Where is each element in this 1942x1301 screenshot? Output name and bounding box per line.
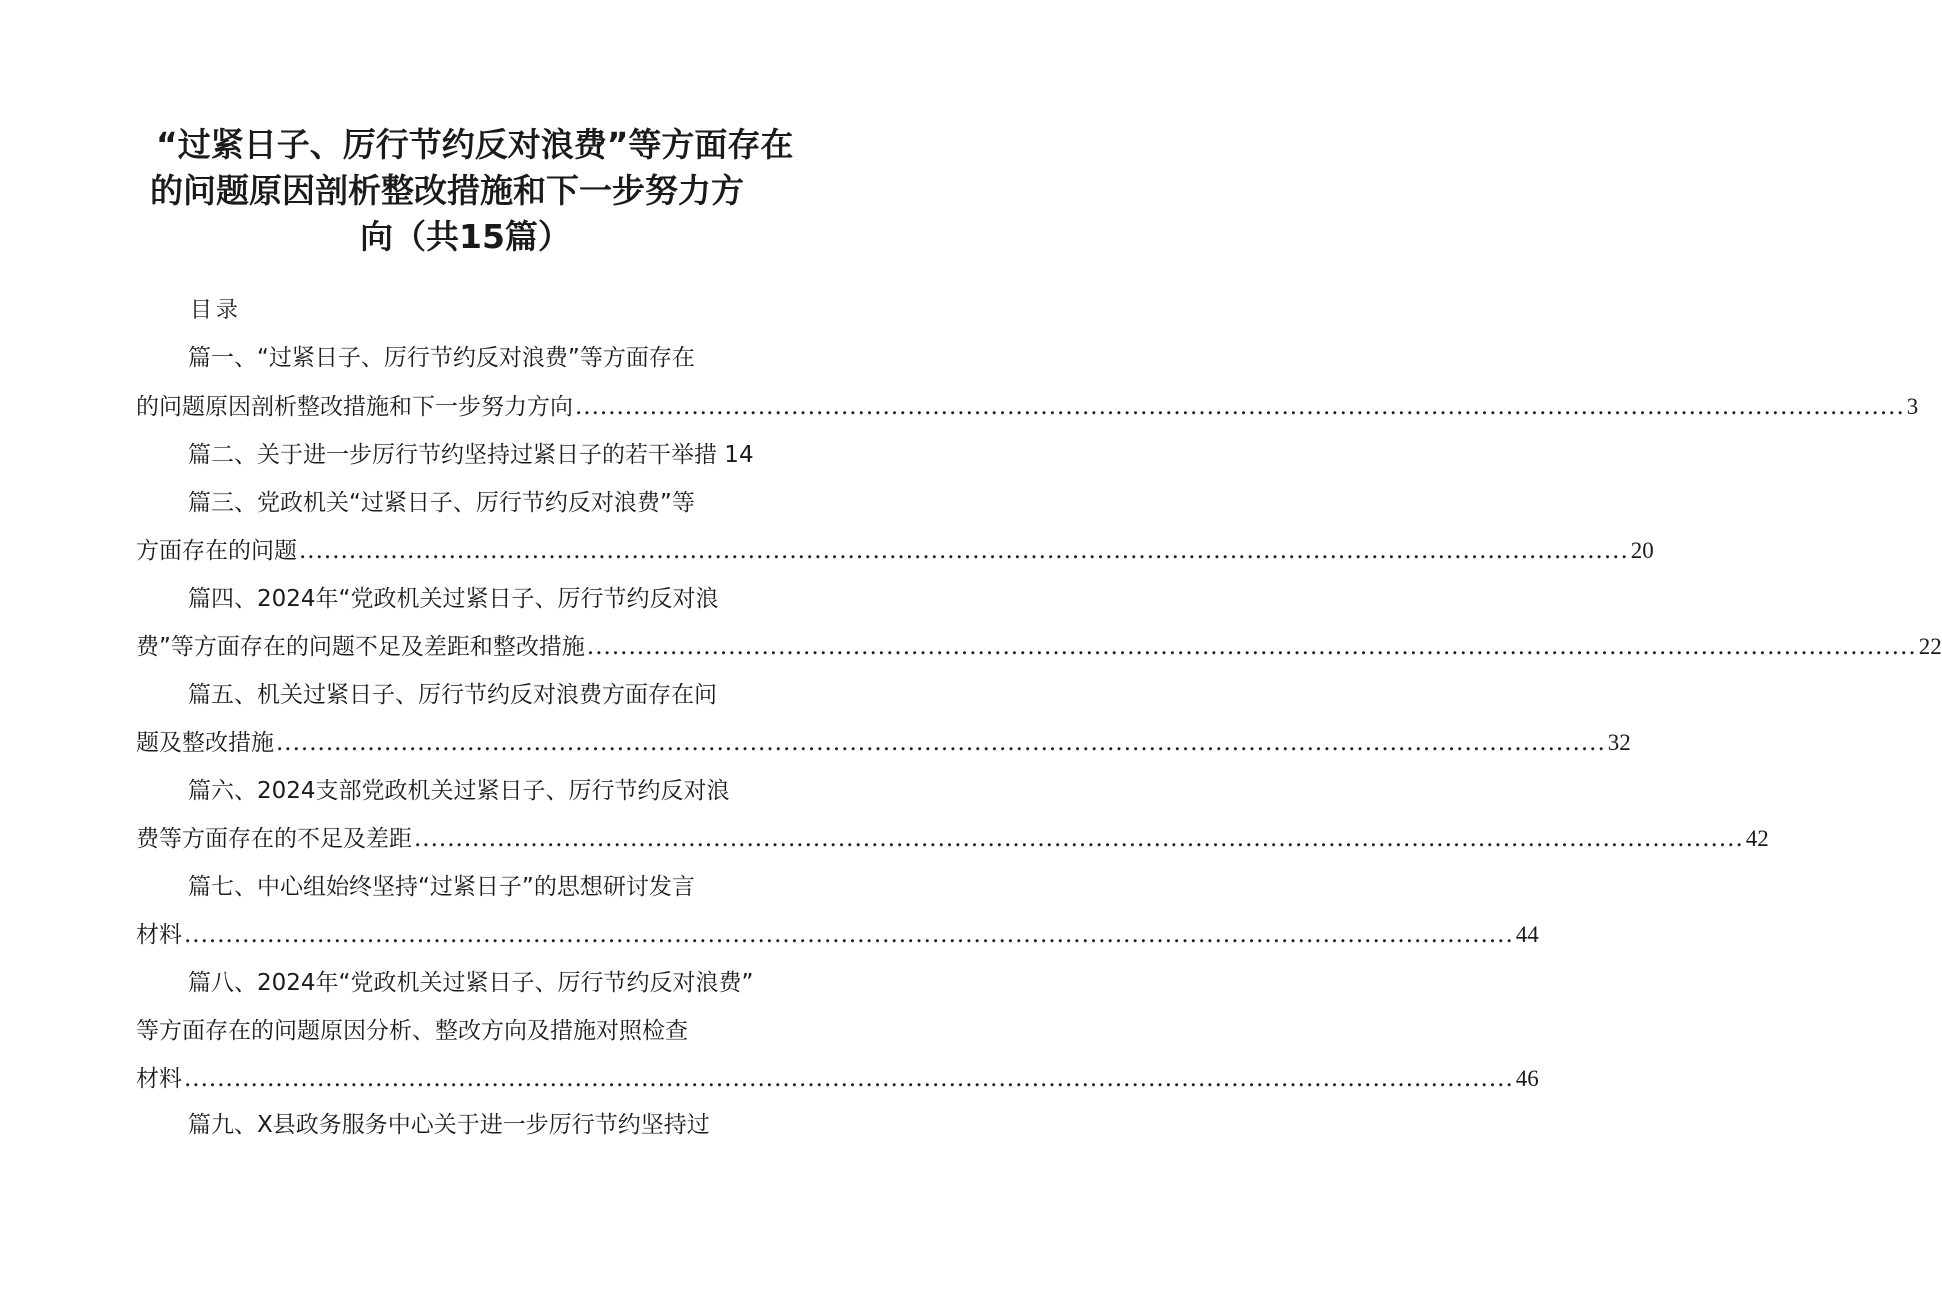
toc-entry-4-line-2[interactable] — [136, 632, 1942, 662]
toc-entry-text: 费等方面存在的不足及差距 — [136, 826, 412, 852]
title-line-1: “过紧日子、厉行节约反对浪费”等方面存在 — [156, 125, 794, 164]
toc-entry-8-line-3[interactable] — [136, 1064, 1539, 1094]
toc-page-number: 46 — [1515, 1066, 1539, 1091]
toc-entry-3-line-2[interactable] — [136, 536, 1654, 566]
toc-entry-5-line-2[interactable] — [136, 728, 1631, 758]
toc-entry-text: 费”等方面存在的问题不足及差距和整改措施 — [136, 634, 585, 660]
toc-entry-5-line-1[interactable]: 篇五、机关过紧日子、厉行节约反对浪费方面存在问 — [188, 682, 717, 708]
toc-entry-text: 题及整改措施 — [136, 730, 274, 756]
toc-entry-3-line-1[interactable]: 篇三、党政机关“过紧日子、厉行节约反对浪费”等 — [188, 490, 695, 516]
toc-entry-2-line-1[interactable]: 篇二、关于进一步厉行节约坚持过紧日子的若干举措 14 — [188, 442, 754, 468]
toc-entry-6-line-2[interactable] — [136, 824, 1769, 854]
toc-page-number: 42 — [1745, 826, 1769, 851]
toc-entry-text: 的问题原因剖析整改措施和下一步努力方向 — [136, 394, 573, 420]
toc-page-number: 44 — [1515, 922, 1539, 947]
toc-entry-9-line-1[interactable]: 篇九、X县政务服务中心关于进一步厉行节约坚持过 — [188, 1112, 710, 1138]
toc-entry-1-line-1[interactable]: 篇一、“过紧日子、厉行节约反对浪费”等方面存在 — [188, 345, 695, 371]
toc-page-number: 3 — [1906, 394, 1919, 419]
toc-page-number: 22 — [1918, 634, 1942, 659]
toc-entry-1-line-2[interactable] — [136, 392, 1919, 422]
title-line-3: 向（共15篇） — [360, 217, 571, 256]
toc-leader: ................................................................................................................................................................ — [575, 394, 1905, 420]
toc-page-number: 20 — [1630, 538, 1654, 563]
toc-entry-text: 材料 — [136, 1066, 182, 1092]
toc-leader: ................................................................................................................................................................ — [586, 634, 1917, 660]
toc-leader: ................................................................................................................................................................ — [299, 538, 1629, 564]
toc-page-number: 32 — [1607, 730, 1631, 755]
toc-entry-6-line-1[interactable]: 篇六、2024支部党政机关过紧日子、厉行节约反对浪 — [188, 778, 730, 804]
toc-entry-4-line-1[interactable]: 篇四、2024年“党政机关过紧日子、厉行节约反对浪 — [188, 586, 719, 612]
toc-entry-text: 材料 — [136, 922, 182, 948]
toc-leader: ................................................................................................................................................................ — [184, 1066, 1514, 1092]
toc-entry-7-line-1[interactable]: 篇七、中心组始终坚持“过紧日子”的思想研讨发言 — [188, 874, 695, 900]
toc-entry-8-line-1[interactable]: 篇八、2024年“党政机关过紧日子、厉行节约反对浪费” — [188, 970, 754, 996]
title-line-2: 的问题原因剖析整改措施和下一步努力方 — [150, 171, 744, 210]
toc-leader: ................................................................................................................................................................ — [414, 826, 1744, 852]
toc-entry-text: 方面存在的问题 — [136, 538, 297, 564]
toc-heading: 目录 — [190, 298, 243, 323]
toc-entry-8-line-2[interactable]: 等方面存在的问题原因分析、整改方向及措施对照检查 — [136, 1018, 688, 1044]
document-title — [120, 122, 800, 260]
toc-leader: ................................................................................................................................................................ — [184, 922, 1514, 948]
toc-leader: ................................................................................................................................................................ — [276, 730, 1606, 756]
toc-entry-7-line-2[interactable] — [136, 920, 1539, 950]
